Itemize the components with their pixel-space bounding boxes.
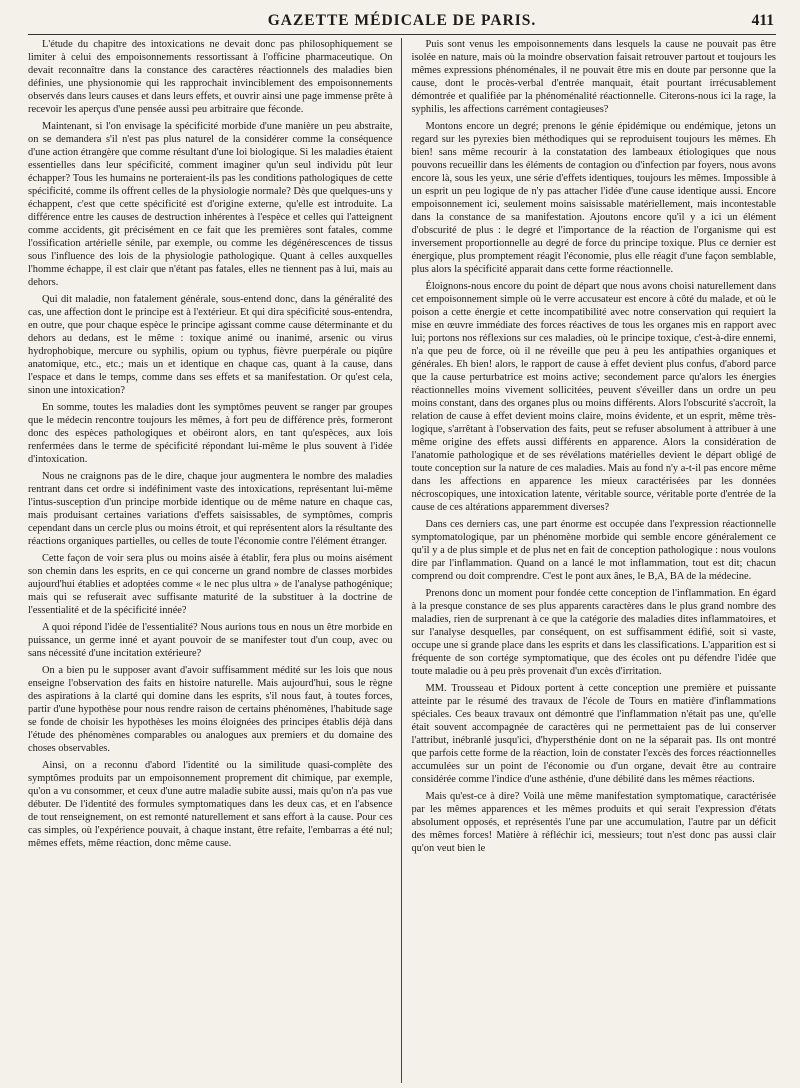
- paragraph: On a bien pu le supposer avant d'avoir suffisamment médité sur les lois que nous enseigne l'observation des faits en histoire naturelle. Mais aujourd'hui, sous le règne des aspirations à la clarté qui domine dans les esprits, s'il nous faut, à toutes forces, partir d'une hypothèse pour nous rendre raison de certains phénomènes, l'habitude sage se fonde de choisir les hypothèses les moins éloignées des principes établis déjà dans l'étude des phénomènes comparables ou analogues aux premiers et du domaine des choses observables.: [28, 665, 393, 754]
- paragraph: L'étude du chapitre des intoxications ne devait donc pas philosophiquement se limiter à celui des empoisonnements ressortissant à l'officine pharmaceutique. On devait reconnaître dans la constance des caractères réactionnels des maladies bien définies, une physionomie qui les rapprochait invinciblement des empoisonnements observés dans leurs causes et dans leurs effets, et ouvrir ainsi une page immense prête à recevoir les aperçus d'une pensée aussi peu arbitraire que féconde.: [28, 39, 393, 115]
- paragraph: Puis sont venus les empoisonnements dans lesquels la cause ne pouvait pas être isolée en nature, mais où la moindre observation faisait retrouver partout et toujours les mêmes expressions phénoménales, il ne pouvait être mis en doute par personne que la cause, dont le procès-verbal d'entrée manquait, était pourtant irrécusablement démontrée et qualifiée par la phénoménalité réactionnelle. Citerons-nous ici la rage, la syphilis, les affections carrément contagieuses?: [411, 39, 776, 115]
- text-columns: [28, 38, 776, 1083]
- journal-title: GAZETTE MÉDICALE DE PARIS.: [267, 12, 537, 29]
- page-number: 411: [751, 12, 774, 29]
- paragraph: Maintenant, si l'on envisage la spécificité morbide d'une manière un peu abstraite, on se demandera s'il n'est pas plus naturel de la considérer comme la conséquence d'une action étrangère que comme résultant d'une loi biologique. Si les maladies étaient essentielles dans leur spécificité, comment imaginer qu'un seul individu pût leur échapper? Tous les humains ne porteraient-ils pas les conditions pathologiques de cette spécificité, comme ils offrent celles de la physiologie normale? Dès que quelques-uns y échappent, c'est que cette spécificité est d'origine externe, qu'elle est introduite. La différence entre les causes de destruction inhérentes à l'espèce et celles qui l'atteignent comme accidents, git précisément en ce fait que les premières sont fatales, comme l'ossification artérielle sénile, par exemple, ou comme les dégénérescences de tissus sous l'influence des lois de la physiologie pathologique. Quant à celles auxquelles l'homme échappe, il est clair que n'étant pas fatales, elles ne tiennent pas à lui, mais au dehors.: [28, 121, 393, 288]
- right-column: [401, 38, 776, 1083]
- paragraph: Ainsi, on a reconnu d'abord l'identité ou la similitude quasi-complète des symptômes produits par un empoisonnement proprement dit chimique, par exemple, qu'on a vu consommer, et ceux d'une autre maladie subite aussi, mais qu'on n'a pas vue débuter. De l'identité des formules symptomatiques dans les deux cas, et en l'absence de tout renseignement, on est remonté naturellement et sans effort à la cause. Pour ces cas simples, où l'expérience pouvait, à chaque instant, être refaite, l'embarras a été nul; mêmes effets, même réaction, donc même cause.: [28, 760, 393, 849]
- paragraph: Éloignons-nous encore du point de départ que nous avons choisi naturellement dans cet empoisonnement simple où le verre accusateur est encore à côté du malade, et où le poison a cette énergie et cette incompatibilité avec notre conservation qui requiert la mise en œuvre immédiate des forces réactives de tous les organes mis en rapport avec lui; portons nos réflexions sur ces maladies, où le principe toxique, c'est-à-dire ennemi, n'a que peu de force, où il ne réveille que peu à peu les antipathies organiques et générales. Eh bien! alors, le rapport de cause à effet devient plus confus, d'abord parce que la cause perturbatrice est moins active; secondement parce qu'alors les énergies réactionnelles moins vivement sollicitées, peuvent s'éveiller dans un ordre un peu moins constant, dans des organes plus ou moins différents. Alors l'obscurité s'accroît, la relation de cause à effet devient moins claire, moins évidente, et un esprit, même très-logique, s'arrêtant à l'observation des faits, peut se refuser absolument à attribuer à une même origine des effets aussi différents en apparence. Alors la considération de l'anatomie pathologique et de ses révélations matérielles devient le départ obligé de toute conception sur la nature de ces maladies. Mais au fond n'y a-t-il pas encore même dans les affections en apparence les mieux caractérisées par les données nécroscopiques, une intoxication latente, véritable source, véritable porte d'entrée de la cause de ces altérations apparemment diverses?: [411, 281, 776, 513]
- paragraph: A quoi répond l'idée de l'essentialité? Nous aurions tous en nous un être morbide en puissance, un germe inné et ayant pouvoir de se manifester tout d'un coup, avec ou sans nécessité d'une incitation extérieure?: [28, 622, 393, 659]
- header-rule: [28, 34, 776, 35]
- paragraph: MM. Trousseau et Pidoux portent à cette conception une première et puissante atteinte par le résumé des travaux de l'école de Tours en matière d'inflammations spéciales. Ces beaux travaux ont démontré que l'inflammation n'était pas une, qu'elle était souvent accompagnée de caractères qui ne permettaient pas de lui conserver l'attribut, inébranlé jusqu'ici, d'hypersthénie dont on ne la séparait pas. Ils ont montré que parfois cette forme de la réaction, loin de constater l'excès des forces réactionnelles accumulées sur un point de l'économie ou d'un organe, devait être au contraire considérée comme l'indice d'une asthénie, d'une débilité dans les mêmes réactions.: [411, 683, 776, 785]
- paragraph: Cette façon de voir sera plus ou moins aisée à établir, fera plus ou moins aisément son chemin dans les esprits, en ce qui concerne un grand nombre de classes morbides aujourd'hui établies et adoptées comme « le nec plus ultra » de l'analyse pathogénique; mais qui se refuserait avec suffisante maturité de la substituer à la doctrine de l'essentialité et de la spécificité innée?: [28, 553, 393, 616]
- paragraph: Nous ne craignons pas de le dire, chaque jour augmentera le nombre des maladies rentrant dans cet ordre si indéfiniment vaste des intoxications, représentant lui-même l'intus-susception d'un principe morbide identique ou de même nature en chaque cas, mais produisant certaines variations d'effets saisissables, de symptômes, compris cependant dans un cercle plus ou moins étroit, et qui représentent alors la résultante des réactions organiques partielles, ou celles de toute l'économie contre l'élément étranger.: [28, 471, 393, 547]
- paragraph: Dans ces derniers cas, une part énorme est occupée dans l'expression réactionnelle symptomatologique, par un phénomène morbide qui semble encore généralement ce qu'il y a de plus simple et de plus net en fait de conception pathologique : nous voulons dire par l'inflammation. Quand on a lancé le mot inflammation, tout est dit; chacun comprend ou doit comprendre. C'est le pont aux ânes, le B,A, BA de la médecine.: [411, 519, 776, 582]
- paragraph: Prenons donc un moment pour fondée cette conception de l'inflammation. En égard à la presque constance de ses plus apparents caractères dans le plus grand nombre des maladies, rien de surprenant à ce que la catégorie des maladies dites inflammatoires, et sur l'analyse desquelles, par conséquent, on est suffisamment édifié, soit si vaste, occupe une si grande place dans les esprits et dans les classifications. L'apparition est si fréquente de son cortége symptomatique, que des écoles ont pu défendre l'idée que toute maladie ou à peu près provenait d'un excès d'irritation.: [411, 588, 776, 677]
- left-column: [28, 38, 401, 1083]
- paragraph: Montons encore un degré; prenons le génie épidémique ou endémique, jetons un regard sur les pyrexies bien méthodiques qui se reproduisent toujours les mêmes. Eh bien! sans même recourir à la constatation des lambeaux étiologiques que nous pouvons recueillir dans les éléments de contagion ou d'infection par foyers, nous avons encore là, sous les yeux, une série d'effets identiques, toujours les mêmes. Impossible à un esprit un peu logique de n'y pas attacher l'idée d'une cause identique aussi. Encore empoisonnement ici, seulement moins saisissable matériellement, mais incontestable dans la constance de sa manifestation. Ajoutons encore qu'il y a ici un élément d'obscurité de plus : le degré et l'importance de la réaction de l'organisme qui est inversement proportionnelle au degré de force du principe toxique. Plus ce dernier est énergique, plus promptement réagit l'économie, plus elle réagit d'une façon semblable, plus alors la spécificité apparait dans cette forme réactionnelle.: [411, 121, 776, 275]
- page-header: [28, 10, 776, 32]
- paragraph: Mais qu'est-ce à dire? Voilà une même manifestation symptomatique, caractérisée par les mêmes apparences et les mêmes produits et qui serait l'expression d'états absolument opposés, et représentés l'une par une accumulation, l'autre par un déficit des mêmes forces! Matière à réfléchir ici, messieurs; tout n'est donc pas aussi clair qu'on veut bien le: [411, 791, 776, 854]
- paragraph: En somme, toutes les maladies dont les symptômes peuvent se ranger par groupes que le médecin rencontre toujours les mêmes, à fort peu de différence près, formeront donc des espèces pathologiques et obéiront alors, en tant qu'espèces, aux lois renfermées dans le terme de spécificité répondant lui-même le plus souvent à l'idée d'intoxication.: [28, 402, 393, 465]
- paragraph: Qui dit maladie, non fatalement générale, sous-entend donc, dans la généralité des cas, une affection dont le principe est à l'extérieur. Et qui dira spécificité sous-entendra, en outre, que pour chaque espèce le principe agissant comme cause déterminante et du dehors au dedans, est le même : toxique animé ou inanimé, arsenic ou virus hydrophobique, mercure ou syphilis, opium ou typhus, fièvre puerpérale ou piqûre anatomique, etc., etc.; mais un et identique en chaque cas, quant à la cause, dans l'espace et dans le temps, comme dans ses effets et sa manifestation. Or qu'est cela, sinon une intoxication?: [28, 294, 393, 396]
